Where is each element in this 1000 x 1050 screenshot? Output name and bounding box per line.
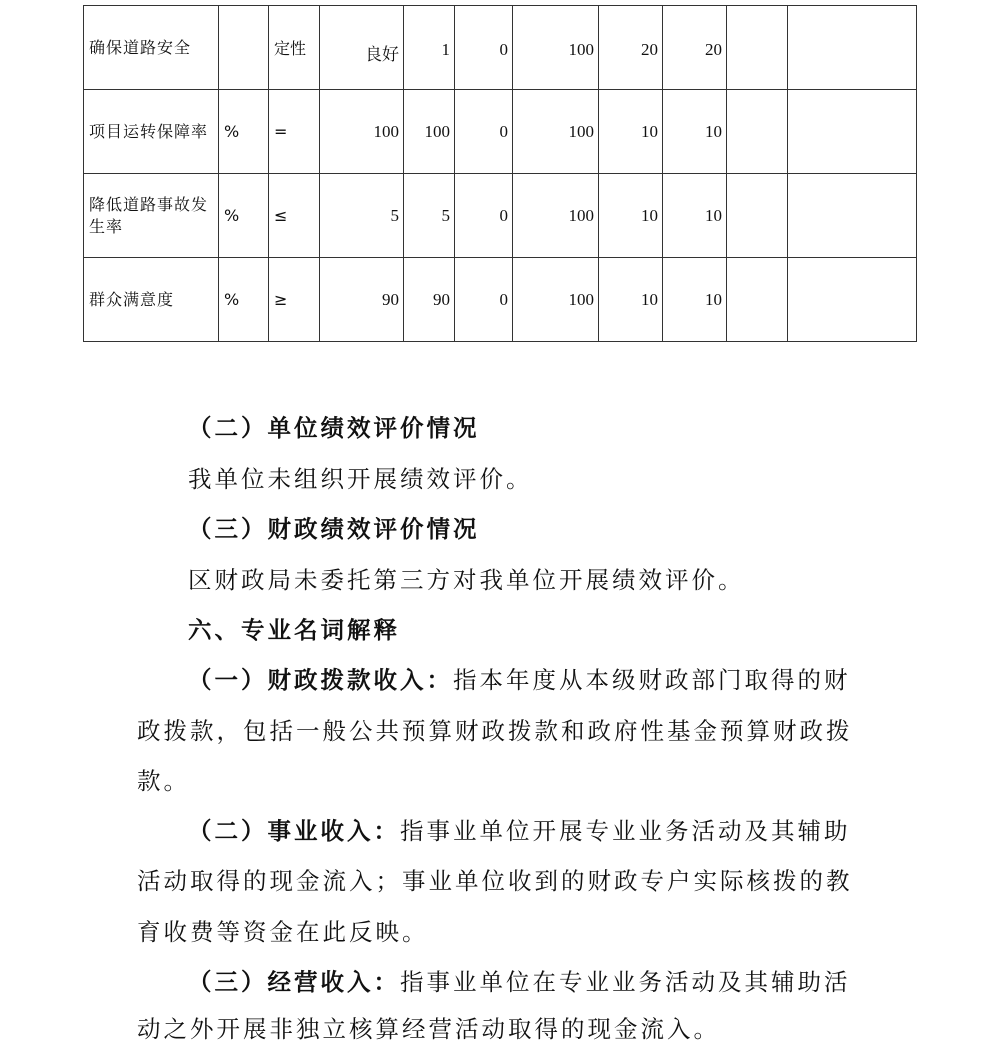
cell-value: 100 bbox=[513, 258, 599, 342]
term3-paragraph bbox=[188, 965, 851, 999]
cell-value bbox=[788, 174, 917, 258]
cell-value: 0 bbox=[455, 6, 513, 90]
performance-table bbox=[83, 5, 917, 342]
table-row bbox=[84, 258, 917, 342]
actual-value: 100 bbox=[404, 90, 455, 174]
cell-value bbox=[788, 258, 917, 342]
cell-value: 0 bbox=[455, 258, 513, 342]
actual-value: 5 bbox=[404, 174, 455, 258]
cell-value: 10 bbox=[663, 258, 727, 342]
cell-value: 10 bbox=[599, 90, 663, 174]
term2-line2: 活动取得的现金流入；事业单位收到的财政专户实际核拨的教 bbox=[137, 867, 853, 895]
term1-text: 指本年度从本级财政部门取得的财 bbox=[453, 666, 851, 694]
indicator-operator: ≥ bbox=[269, 258, 320, 342]
term3-label: （三）经营收入： bbox=[188, 968, 400, 996]
cell-value: 100 bbox=[513, 174, 599, 258]
indicator-unit: % bbox=[219, 90, 269, 174]
term1-line2: 政拨款，包括一般公共预算财政拨款和政府性基金预算财政拨 bbox=[137, 717, 853, 745]
fiscal-eval-heading: （三）财政绩效评价情况 bbox=[188, 515, 480, 543]
cell-value: 10 bbox=[663, 90, 727, 174]
cell-value: 100 bbox=[513, 90, 599, 174]
term1-line3: 款。 bbox=[137, 767, 190, 795]
table-row bbox=[84, 174, 917, 258]
indicator-unit: % bbox=[219, 174, 269, 258]
target-value: 5 bbox=[320, 174, 404, 258]
indicator-name: 降低道路事故发生率 bbox=[84, 174, 219, 258]
unit-eval-heading: （二）单位绩效评价情况 bbox=[188, 414, 480, 442]
term3-text: 指事业单位在专业业务活动及其辅助活 bbox=[400, 968, 851, 996]
cell-value bbox=[727, 90, 788, 174]
cell-value: 100 bbox=[513, 6, 599, 90]
actual-value: 90 bbox=[404, 258, 455, 342]
indicator-name: 项目运转保障率 bbox=[84, 90, 219, 174]
indicator-name: 确保道路安全 bbox=[84, 6, 219, 90]
term2-text: 指事业单位开展专业业务活动及其辅助 bbox=[400, 817, 851, 845]
cell-value bbox=[788, 90, 917, 174]
table-row bbox=[84, 6, 917, 90]
term1-label: （一）财政拨款收入： bbox=[188, 666, 453, 694]
unit-eval-text: 我单位未组织开展绩效评价。 bbox=[188, 465, 533, 493]
cell-value: 0 bbox=[455, 90, 513, 174]
target-value: 良好 bbox=[320, 6, 404, 90]
indicator-operator: 定性 bbox=[269, 6, 320, 90]
target-value: 90 bbox=[320, 258, 404, 342]
indicator-unit: % bbox=[219, 258, 269, 342]
term3-line2: 动之外开展非独立核算经营活动取得的现金流入。 bbox=[137, 1015, 720, 1043]
indicator-name: 群众满意度 bbox=[84, 258, 219, 342]
term1-paragraph bbox=[188, 663, 851, 697]
indicator-operator: = bbox=[269, 90, 320, 174]
table-row bbox=[84, 90, 917, 174]
cell-value: 20 bbox=[663, 6, 727, 90]
cell-value: 10 bbox=[599, 258, 663, 342]
term2-label: （二）事业收入： bbox=[188, 817, 400, 845]
cell-value: 10 bbox=[599, 174, 663, 258]
cell-value bbox=[788, 6, 917, 90]
indicator-unit bbox=[219, 6, 269, 90]
term2-line3: 育收费等资金在此反映。 bbox=[137, 918, 429, 946]
cell-value bbox=[727, 258, 788, 342]
cell-value: 0 bbox=[455, 174, 513, 258]
cell-value bbox=[727, 174, 788, 258]
cell-value: 10 bbox=[663, 174, 727, 258]
actual-value: 1 bbox=[404, 6, 455, 90]
glossary-heading: 六、专业名词解释 bbox=[188, 616, 400, 644]
fiscal-eval-text: 区财政局未委托第三方对我单位开展绩效评价。 bbox=[188, 566, 745, 594]
term2-paragraph bbox=[188, 814, 851, 848]
cell-value: 20 bbox=[599, 6, 663, 90]
cell-value bbox=[727, 6, 788, 90]
target-value: 100 bbox=[320, 90, 404, 174]
indicator-operator: ≤ bbox=[269, 174, 320, 258]
